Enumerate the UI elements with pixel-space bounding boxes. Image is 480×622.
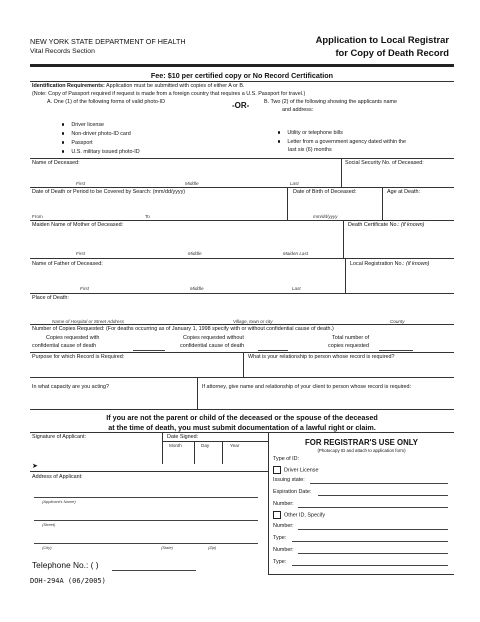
issuing-state-label: Issuing state:	[273, 477, 305, 483]
number-input[interactable]	[298, 553, 448, 554]
cert-no-field[interactable]	[344, 229, 454, 257]
local-reg-label: Local Registration No.: (if known)	[350, 261, 430, 267]
relationship-label: What is your relationship to person whose record is required?	[248, 354, 395, 360]
middle-hint: Middle	[188, 251, 202, 256]
address-label: Address of Applicant:	[32, 474, 83, 480]
city-state-zip-input[interactable]	[34, 543, 258, 544]
purpose-label: Purpose for which Record is Required:	[32, 354, 125, 360]
mmddyyyy-hint: mm/dd/yyyy	[313, 214, 338, 219]
to-hint: To	[145, 214, 150, 219]
place-death-label: Place of Death:	[32, 295, 69, 301]
name-deceased-label: Name of Deceased:	[32, 160, 80, 166]
issuing-state-input[interactable]	[310, 483, 448, 484]
notice-line-2: at the time of death, you must submit documentation of a lawful right or claim.	[108, 423, 376, 432]
age-label: Age at Death:	[387, 189, 420, 195]
first-hint: First	[80, 286, 89, 291]
ssn-label: Social Security No. of Deceased:	[345, 160, 424, 166]
rule	[30, 432, 454, 433]
fee-text: Fee: $10 per certified copy or No Record Certification	[150, 71, 334, 80]
checkbox[interactable]	[273, 511, 281, 519]
bullet-icon	[278, 140, 280, 142]
rule	[163, 441, 268, 442]
telephone-label: Telephone No.: ( )	[32, 560, 99, 570]
checkbox[interactable]	[273, 466, 281, 474]
bullet-icon	[62, 132, 64, 134]
rule	[30, 258, 454, 259]
registrar-title: FOR REGISTRAR'S USE ONLY	[305, 438, 418, 447]
zip-hint: (Zip)	[208, 545, 217, 550]
number-label: Number:	[273, 523, 294, 529]
id-note: (Note: Copy of Passport required if request is made from a foreign country that requires a U.S. Passport for travel.)	[32, 91, 306, 97]
purpose-field[interactable]	[30, 361, 243, 377]
notice-line-1: If you are not the parent or child of the deceased or the spouse of the deceased	[106, 413, 378, 422]
copies-without-label: Copies requested without	[183, 335, 244, 341]
list-item: Driver license	[62, 122, 104, 128]
number-label: Number:	[273, 547, 294, 553]
dob-label: Date of Birth of Deceased:	[293, 189, 357, 195]
copies-with-label-2: confidential cause of death	[32, 343, 97, 349]
day-label: Day	[201, 443, 210, 448]
father-label: Name of Father of Deceased:	[32, 261, 103, 267]
hospital-hint: Name of Hospital or Street Address	[52, 319, 125, 324]
city-hint: (City)	[42, 545, 52, 550]
copies-requested-label: Number of Copies Requested: (For deaths occurring as of January 1, 1998 specify with or without confidential cause of death.)	[32, 326, 334, 332]
capacity-label: In what capacity are you acting?	[32, 384, 110, 390]
type-input[interactable]	[292, 565, 448, 566]
rule	[30, 409, 454, 410]
form-title-line1: Application to Local Registrar	[315, 34, 449, 45]
list-item: Letter from a government agency dated within the	[278, 139, 406, 145]
option-b-heading-1: B. Two (2) of the following showing the applicants name	[264, 99, 397, 105]
driver-license-option[interactable]: Driver License	[273, 466, 318, 474]
last-hint: Last	[292, 286, 301, 291]
relationship-field[interactable]	[244, 361, 454, 377]
applicant-name-input[interactable]	[34, 497, 258, 498]
street-input[interactable]	[34, 520, 258, 521]
list-item: Passport	[62, 140, 93, 146]
year-label: Year	[230, 443, 240, 448]
age-field[interactable]	[383, 196, 454, 219]
dept-name: NEW YORK STATE DEPARTMENT OF HEALTH	[30, 37, 186, 46]
top-rule	[30, 64, 454, 67]
state-hint: (State)	[161, 545, 174, 550]
day-field[interactable]	[195, 449, 222, 463]
copies-with-input[interactable]	[133, 350, 165, 351]
rule	[30, 471, 268, 472]
middle-hint: Middle	[185, 181, 199, 186]
local-reg-field[interactable]	[346, 268, 454, 292]
year-field[interactable]	[223, 449, 268, 463]
first-hint: First	[76, 251, 85, 256]
rule	[268, 574, 454, 575]
or-text: -OR-	[232, 101, 250, 110]
rule	[30, 220, 454, 221]
signature-label: Signature of Applicant:	[32, 434, 86, 440]
attorney-field[interactable]	[198, 391, 454, 409]
other-id-option[interactable]: Other ID, Specify	[273, 511, 325, 519]
arrow-icon: ➤	[32, 462, 38, 470]
total-copies-label-2: copies requested	[328, 343, 370, 349]
attorney-label: If attorney, give name and relationship of your client to person whose record is required:	[202, 384, 412, 390]
total-copies-label: Total number of	[332, 335, 370, 341]
number-input[interactable]	[298, 507, 448, 508]
rule	[30, 352, 454, 353]
maiden-mother-label: Maiden Name of Mother of Deceased:	[32, 222, 124, 228]
ssn-field[interactable]	[342, 166, 454, 186]
rule	[30, 81, 454, 82]
applicant-name-hint: (Applicant's Name)	[42, 499, 76, 504]
copies-with-label: Copies requested with	[46, 335, 100, 341]
capacity-field[interactable]	[30, 391, 197, 409]
rule	[30, 324, 454, 325]
list-item: Utility or telephone bills	[278, 130, 343, 136]
village-hint: Village, town or city	[233, 319, 273, 324]
cert-no-label: Death Certificate No.: (if known)	[348, 222, 425, 228]
form-id: DOH-294A (06/2005)	[30, 577, 106, 585]
type-label: Type:	[273, 559, 287, 565]
telephone-input[interactable]	[112, 570, 196, 571]
signature-field[interactable]	[30, 441, 162, 463]
number-label: Number:	[273, 501, 294, 507]
total-copies-input[interactable]	[379, 350, 413, 351]
type-label: Type:	[273, 535, 287, 541]
from-hint: From	[32, 214, 43, 219]
registrar-subtitle: (Photocopy ID and attach to application form)	[317, 448, 406, 453]
month-field[interactable]	[163, 449, 194, 463]
expiration-label: Expiration Date:	[273, 489, 312, 495]
type-id-label: Type of ID:	[273, 456, 300, 462]
bullet-icon	[62, 150, 64, 152]
expiration-input[interactable]	[318, 495, 448, 496]
rule	[30, 377, 454, 378]
month-label: Month	[169, 443, 182, 448]
id-requirements	[32, 83, 244, 89]
list-item-cont: last six (6) months	[288, 147, 332, 153]
middle-hint: Middle	[190, 286, 204, 291]
list-item: Non-driver photo-ID card	[62, 131, 131, 137]
section-name: Vital Records Section	[30, 48, 95, 55]
bullet-icon	[278, 131, 280, 133]
option-a-heading: A. One (1) of the following forms of valid photo-ID	[47, 99, 166, 105]
id-text: Application must be submitted with copies of either A or B.	[104, 83, 245, 89]
id-label: Identification Requirements:	[32, 83, 105, 89]
rule	[30, 293, 454, 294]
bullet-icon	[62, 123, 64, 125]
first-hint: First	[76, 181, 85, 186]
street-hint: (Street)	[42, 522, 56, 527]
form-title-line2: for Copy of Death Record	[335, 47, 449, 58]
divider	[268, 432, 269, 574]
copies-without-label-2: confidential cause of death	[180, 343, 245, 349]
bullet-icon	[62, 141, 64, 143]
county-hint: County	[390, 319, 405, 324]
last-hint: Last	[290, 181, 299, 186]
rule	[30, 158, 454, 159]
type-input[interactable]	[292, 541, 448, 542]
number-input[interactable]	[298, 529, 448, 530]
maiden-last-hint: Maiden Last	[283, 251, 309, 256]
copies-without-input[interactable]	[258, 350, 288, 351]
list-item: U.S. military issued photo-ID	[62, 149, 140, 155]
rule	[30, 187, 454, 188]
date-signed-label: Date Signed:	[167, 434, 199, 440]
date-death-label: Date of Death or Period to be Covered by Search: (mm/dd/yyyy)	[32, 189, 186, 195]
date-death-field[interactable]	[30, 196, 287, 219]
option-b-heading-2: and address:	[282, 107, 314, 113]
